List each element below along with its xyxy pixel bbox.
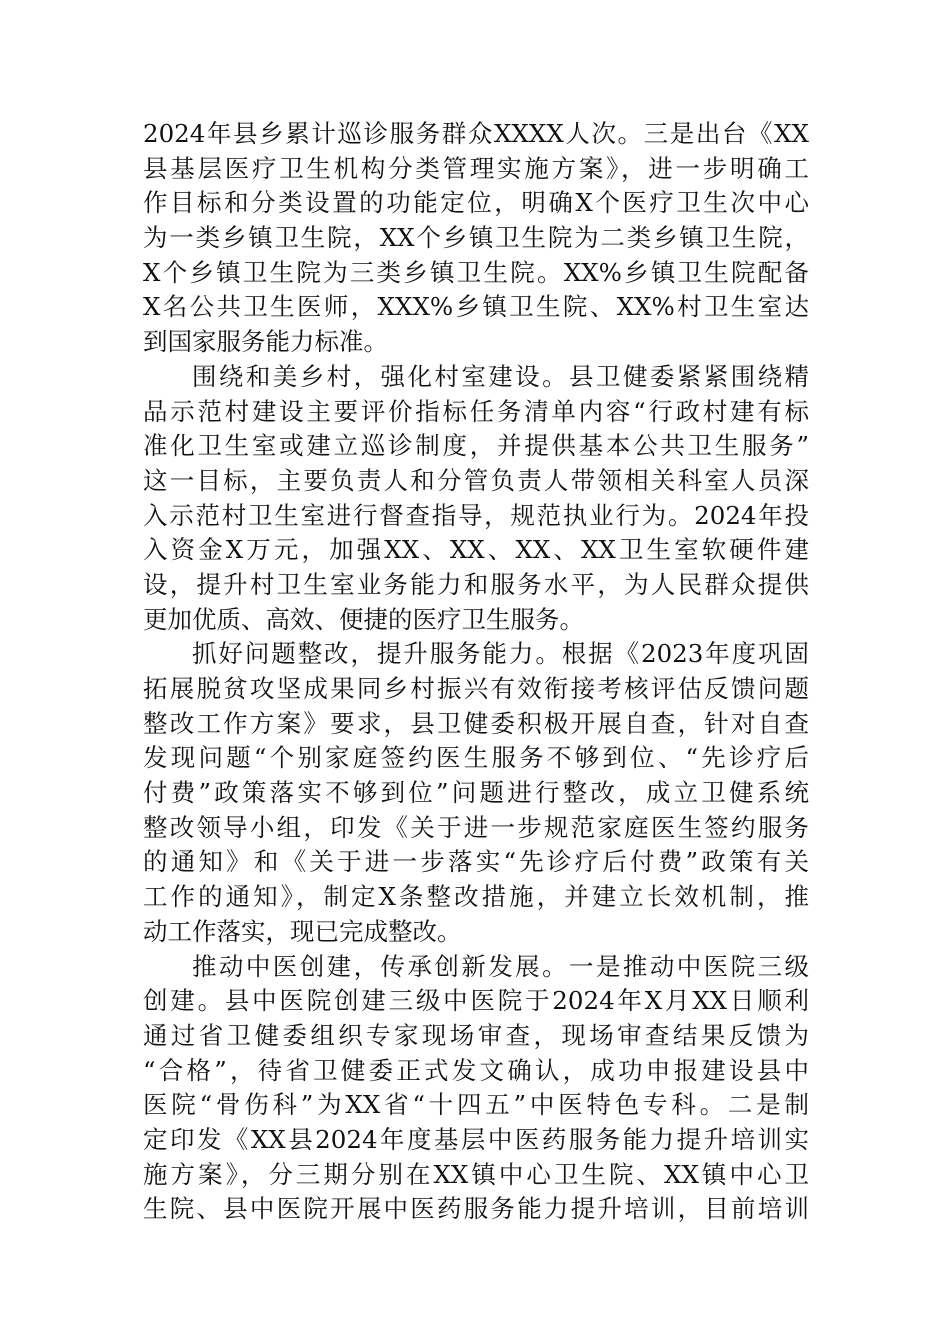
text-line: 品示范村建设主要评价指标任务清单内容“行政村建有标 xyxy=(143,396,809,426)
text-line: 施方案》，分三期分别在XX镇中心卫生院、XX镇中心卫 xyxy=(143,1159,809,1189)
text-line: 动工作落实，现已完成整改。 xyxy=(143,916,462,946)
paragraph-first-line: 推动中医创建，传承创新发展。一是推动中医院三级 xyxy=(192,951,809,981)
text-line: 设，提升村卫生室业务能力和服务水平，为人民群众提供 xyxy=(143,569,809,599)
text-line: “合格”，待省卫健委正式发文确认，成功申报建设县中 xyxy=(143,1055,809,1085)
text-line: 拓展脱贫攻坚成果同乡村振兴有效衔接考核评估反馈问题 xyxy=(143,674,809,703)
text-line: 生院、县中医院开展中医药服务能力提升培训，目前培训 xyxy=(143,1194,809,1224)
text-line: 通过省卫健委组织专家现场审查，现场审查结果反馈为 xyxy=(143,1020,809,1050)
text-line: 的通知》和《关于进一步落实“先诊疗后付费”政策有关 xyxy=(143,847,809,877)
text-line: 这一目标，主要负责人和分管负责人带领相关科室人员深 xyxy=(143,465,809,495)
text-line: 付费”政策落实不够到位”问题进行整改，成立卫健系统 xyxy=(143,778,809,808)
text-line: 到国家服务能力标准。 xyxy=(143,327,388,357)
text-line: 为一类乡镇卫生院，XX个乡镇卫生院为二类乡镇卫生院， xyxy=(143,223,809,253)
text-line: 入示范村卫生室进行督查指导，规范执业行为。2024年投 xyxy=(143,500,809,530)
text-line: X名公共卫生医师，XXX%乡镇卫生院、XX%村卫生室达 xyxy=(143,292,809,322)
text-line: 作目标和分类设置的功能定位，明确X个医疗卫生次中心 xyxy=(143,188,809,218)
text-line: 更加优质、高效、便捷的医疗卫生服务。 xyxy=(143,604,584,634)
text-line: 县基层医疗卫生机构分类管理实施方案》，进一步明确工 xyxy=(143,153,809,183)
text-line: 入资金X万元，加强XX、XX、XX、XX卫生室软硬件建 xyxy=(143,535,809,565)
text-line: X个乡镇卫生院为三类乡镇卫生院。XX%乡镇卫生院配备 xyxy=(143,257,809,287)
text-line: 定印发《XX县2024年度基层中医药服务能力提升培训实 xyxy=(143,1124,809,1154)
text-line: 整改工作方案》要求，县卫健委积极开展自查，针对自查 xyxy=(143,708,809,738)
document-body xyxy=(143,117,809,1227)
text-line: 整改领导小组，印发《关于进一步规范家庭医生签约服务 xyxy=(143,812,809,842)
paragraph-first-line: 抓好问题整改，提升服务能力。根据《2023年度巩固 xyxy=(192,639,809,669)
text-line: 工作的通知》，制定X条整改措施，并建立长效机制，推 xyxy=(143,882,809,912)
paragraph-first-line: 围绕和美乡村，强化村室建设。县卫健委紧紧围绕精 xyxy=(192,361,809,391)
text-line: 创建。县中医院创建三级中医院于2024年X月XX日顺利 xyxy=(143,986,809,1016)
text-line: 医院“骨伤科”为XX省“十四五”中医特色专科。二是制 xyxy=(143,1090,809,1120)
text-line: 发现问题“个别家庭签约医生服务不够到位、“先诊疗后 xyxy=(143,743,809,773)
text-line: 2024年县乡累计巡诊服务群众XXXX人次。三是出台《XX xyxy=(143,119,809,148)
text-line: 准化卫生室或建立巡诊制度，并提供基本公共卫生服务” xyxy=(143,431,809,461)
